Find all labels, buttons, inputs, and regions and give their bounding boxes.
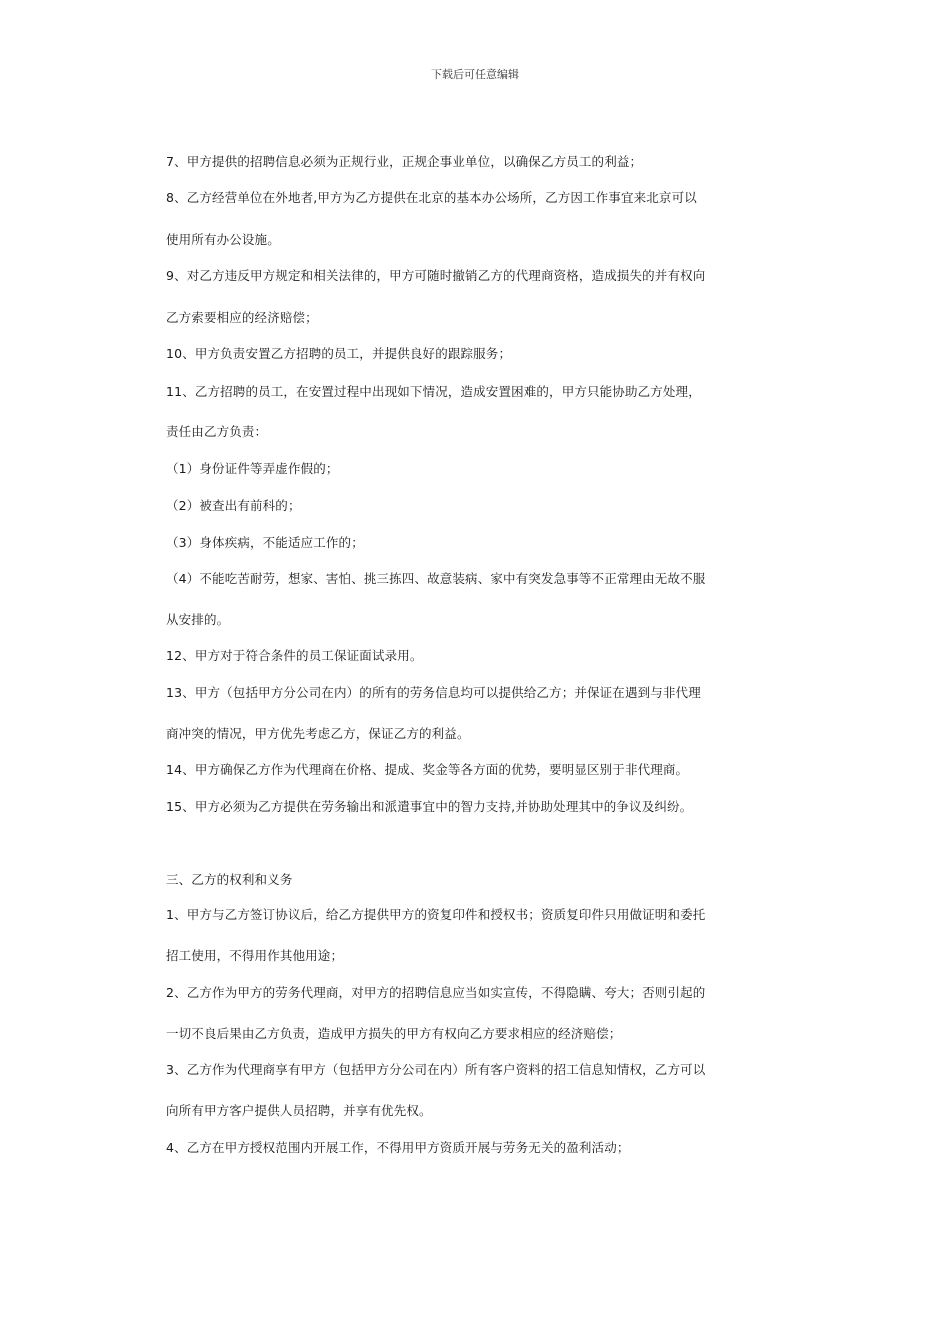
- clause-9-cont: 乙方索要相应的经济赔偿；: [166, 310, 318, 325]
- clause-13-cont: 商冲突的情况，甲方优先考虑乙方，保证乙方的利益。: [166, 726, 470, 741]
- b-clause-1-cont: 招工使用，不得用作其他用途；: [166, 948, 344, 963]
- clause-11: 11、乙方招聘的员工，在安置过程中出现如下情况，造成安置困难的，甲方只能协助乙方处理，: [166, 384, 701, 399]
- b-clause-2-cont: 一切不良后果由乙方负责，造成甲方损失的甲方有权向乙方要求相应的经济赔偿；: [166, 1026, 622, 1041]
- clause-9: 9、对乙方违反甲方规定和相关法律的，甲方可随时撤销乙方的代理商资格，造成损失的并有权向: [166, 268, 706, 283]
- page-header: 下载后可任意编辑: [431, 68, 519, 81]
- clause-13: 13、甲方（包括甲方分公司在内）的所有的劳务信息均可以提供给乙方；并保证在遇到与非代理: [166, 685, 701, 700]
- b-clause-2: 2、乙方作为甲方的劳务代理商，对甲方的招聘信息应当如实宣传，不得隐瞒、夸大；否则引起的: [166, 985, 706, 1000]
- clause-10: 10、甲方负责安置乙方招聘的员工，并提供良好的跟踪服务；: [166, 346, 512, 361]
- clause-11-item-1: （1）身份证件等弄虚作假的；: [166, 461, 339, 476]
- b-clause-3: 3、乙方作为代理商享有甲方（包括甲方分公司在内）所有客户资料的招工信息知情权，乙方可以: [166, 1062, 706, 1077]
- section-heading-3: 三、乙方的权利和义务: [166, 872, 293, 887]
- clause-8: 8、乙方经营单位在外地者,甲方为乙方提供在北京的基本办公场所，乙方因工作事宜来北京可以: [166, 190, 697, 205]
- clause-11-item-3: （3）身体疾病，不能适应工作的；: [166, 535, 364, 550]
- clause-11-item-4-cont: 从安排的。: [166, 612, 230, 627]
- clause-7: 7、甲方提供的招聘信息必须为正规行业，正规企事业单位，以确保乙方员工的利益；: [166, 154, 643, 169]
- clause-11-cont: 责任由乙方负责：: [166, 424, 268, 439]
- clause-14: 14、甲方确保乙方作为代理商在价格、提成、奖金等各方面的优势，要明显区别于非代理商。: [166, 762, 689, 777]
- b-clause-4: 4、乙方在甲方授权范围内开展工作，不得用甲方资质开展与劳务无关的盈利活动；: [166, 1140, 630, 1155]
- b-clause-3-cont: 向所有甲方客户提供人员招聘，并享有优先权。: [166, 1103, 432, 1118]
- clause-8-cont: 使用所有办公设施。: [166, 232, 280, 247]
- clause-15: 15、甲方必须为乙方提供在劳务输出和派遣事宜中的智力支持,并协助处理其中的争议及纠纷。: [166, 799, 693, 814]
- b-clause-1: 1、甲方与乙方签订协议后，给乙方提供甲方的资复印件和授权书；资质复印件只用做证明和委托: [166, 907, 706, 922]
- clause-12: 12、甲方对于符合条件的员工保证面试录用。: [166, 648, 423, 663]
- clause-11-item-2: （2）被查出有前科的；: [166, 498, 301, 513]
- clause-11-item-4: （4）不能吃苦耐劳，想家、害怕、挑三拣四、故意装病、家中有突发急事等不正常理由无故不服: [166, 571, 706, 586]
